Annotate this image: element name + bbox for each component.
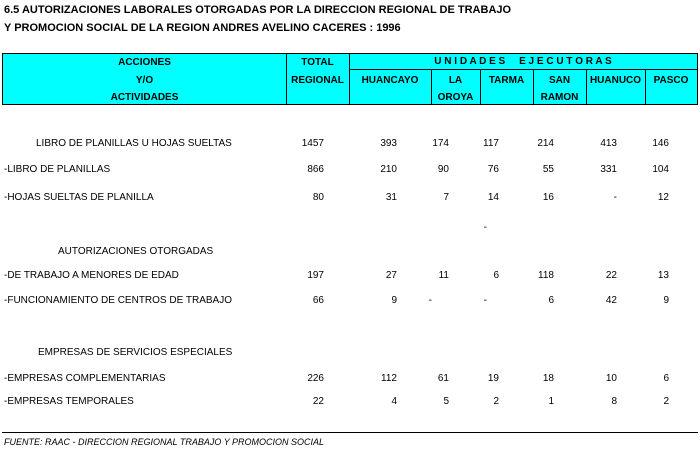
cell-huancayo: 27 bbox=[385, 270, 397, 281]
cell-oroya: 7 bbox=[443, 192, 449, 203]
cell-tarma: 76 bbox=[487, 164, 499, 175]
cell-ramon: 16 bbox=[542, 192, 554, 203]
cell-total: 1457 bbox=[301, 138, 324, 149]
cell-tarma: - bbox=[483, 295, 487, 306]
cell-huancayo: 210 bbox=[380, 164, 397, 175]
table-title-line-1: 6.5 AUTORIZACIONES LABORALES OTORGADAS POR LA DIRECCION REGIONAL DE TRABAJO bbox=[4, 4, 512, 16]
cell-tarma: - bbox=[483, 222, 487, 233]
header-huancayo: HUANCAYO bbox=[361, 75, 419, 86]
row-label: -LIBRO DE PLANILLAS bbox=[4, 164, 111, 175]
header-actividades: ACTIVIDADES bbox=[110, 92, 179, 103]
cell-pasco: 104 bbox=[652, 164, 669, 175]
row-label: -EMPRESAS COMPLEMENTARIAS bbox=[4, 373, 166, 384]
cell-pasco: 9 bbox=[663, 295, 669, 306]
header-total: TOTAL bbox=[301, 57, 334, 68]
header-san: SAN bbox=[548, 75, 571, 86]
cell-pasco: 6 bbox=[663, 373, 669, 384]
cell-ramon: 6 bbox=[548, 295, 554, 306]
cell-huancayo: 393 bbox=[380, 138, 397, 149]
header-pasco: PASCO bbox=[653, 75, 689, 86]
section-heading: AUTORIZACIONES OTORGADAS bbox=[58, 246, 214, 257]
cell-oroya: 5 bbox=[443, 396, 449, 407]
cell-tarma: 6 bbox=[493, 270, 499, 281]
section-heading: EMPRESAS DE SERVICIOS ESPECIALES bbox=[38, 347, 233, 358]
cell-oroya: - bbox=[428, 295, 432, 306]
cell-oroya: 11 bbox=[438, 270, 449, 281]
cell-huancayo: 31 bbox=[385, 192, 397, 203]
header-yo: Y/O bbox=[135, 75, 154, 86]
cell-huancayo: 4 bbox=[391, 396, 397, 407]
cell-pasco: 13 bbox=[657, 270, 669, 281]
header-ramon: RAMON bbox=[540, 92, 579, 103]
cell-total: 226 bbox=[307, 373, 324, 384]
cell-oroya: 61 bbox=[437, 373, 449, 384]
cell-oroya: 174 bbox=[432, 138, 449, 149]
footer-rule bbox=[2, 432, 698, 433]
cell-total: 866 bbox=[307, 164, 324, 175]
cell-huanuco: 413 bbox=[600, 138, 617, 149]
cell-huanuco: 8 bbox=[611, 396, 617, 407]
cell-ramon: 18 bbox=[542, 373, 554, 384]
table-title-line-2: Y PROMOCION SOCIAL DE LA REGION ANDRES AVELINO CACERES : 1996 bbox=[4, 22, 401, 34]
cell-huanuco: 42 bbox=[605, 295, 617, 306]
row-label: -EMPRESAS TEMPORALES bbox=[4, 396, 134, 407]
cell-huanuco: 22 bbox=[605, 270, 617, 281]
table-header bbox=[2, 53, 698, 105]
row-label: LIBRO DE PLANILLAS U HOJAS SUELTAS bbox=[36, 138, 232, 149]
cell-oroya: 90 bbox=[437, 164, 449, 175]
cell-huancayo: 9 bbox=[391, 295, 397, 306]
cell-tarma: 14 bbox=[487, 192, 499, 203]
cell-huanuco: - bbox=[613, 192, 617, 203]
cell-pasco: 12 bbox=[657, 192, 669, 203]
cell-ramon: 1 bbox=[548, 396, 554, 407]
cell-total: 22 bbox=[312, 396, 324, 407]
cell-huanuco: 10 bbox=[605, 373, 617, 384]
header-oroya: OROYA bbox=[437, 92, 474, 103]
cell-huanuco: 331 bbox=[600, 164, 617, 175]
cell-ramon: 118 bbox=[538, 270, 554, 281]
cell-pasco: 146 bbox=[652, 138, 669, 149]
cell-tarma: 117 bbox=[483, 138, 499, 149]
row-label: -FUNCIONAMIENTO DE CENTROS DE TRABAJO bbox=[4, 295, 232, 306]
header-regional: REGIONAL bbox=[291, 75, 344, 86]
header-la: LA bbox=[448, 75, 463, 86]
cell-total: 66 bbox=[312, 295, 324, 306]
cell-total: 197 bbox=[307, 270, 324, 281]
header-tarma: TARMA bbox=[488, 75, 525, 86]
source-note: FUENTE: RAAC - DIRECCION REGIONAL TRABAJO Y PROMOCION SOCIAL bbox=[4, 437, 325, 447]
cell-ramon: 55 bbox=[542, 164, 554, 175]
header-huanuco: HUANUCO bbox=[589, 75, 642, 86]
header-divider bbox=[349, 69, 697, 70]
cell-pasco: 2 bbox=[663, 396, 669, 407]
header-acciones: ACCIONES bbox=[118, 57, 171, 68]
cell-huancayo: 112 bbox=[381, 373, 397, 384]
cell-tarma: 19 bbox=[487, 373, 499, 384]
row-label: -DE TRABAJO A MENORES DE EDAD bbox=[4, 270, 179, 281]
cell-total: 80 bbox=[312, 192, 324, 203]
row-label: -HOJAS SUELTAS DE PLANILLA bbox=[4, 192, 154, 203]
header-unidades-ejecutoras: U N I D A D E S E J E C U T O R A S bbox=[434, 56, 612, 67]
cell-tarma: 2 bbox=[493, 396, 499, 407]
cell-ramon: 214 bbox=[537, 138, 554, 149]
